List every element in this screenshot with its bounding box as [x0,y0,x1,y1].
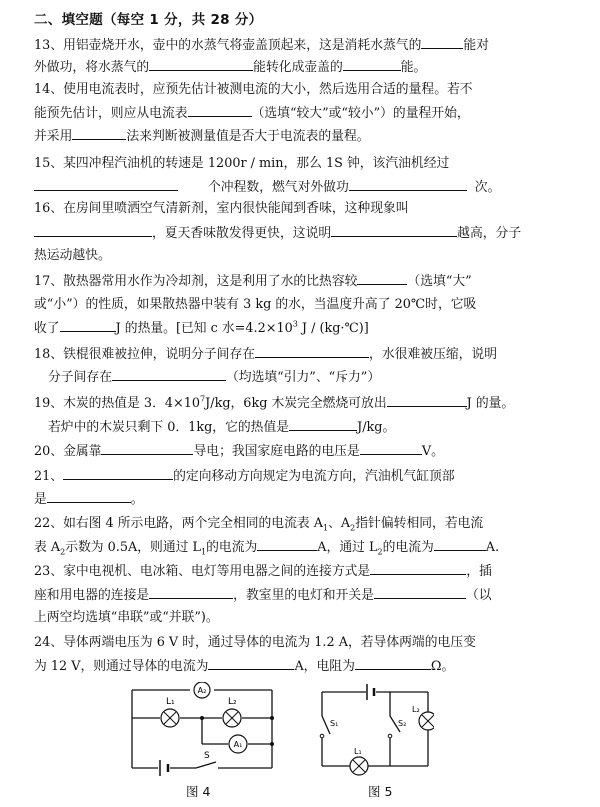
q20-blank-1[interactable] [101,442,193,455]
q21-text: 。 [130,492,144,507]
q16-text: 越高，分子 [457,226,522,241]
q22-blank-2[interactable] [434,538,486,551]
fig4-label-l2: L₂ [228,697,237,707]
q14-text: 能预先估计，则应从电流表 [34,106,188,121]
q22-text: A，通过 L [317,540,378,555]
q22-line-2 [34,538,499,556]
q21-blank-1[interactable] [63,467,173,480]
fig4-label-a2: A₂ [197,686,207,695]
q19-text: J/kg。 [357,420,396,435]
q17-blank-1[interactable] [357,272,407,285]
q14-text: （选填“较大”或“较小”）的量程开始， [251,106,470,121]
q19-text: 19、木炭的热值是 3．4×10 [34,396,201,411]
q20-blank-2[interactable] [360,442,422,455]
q22-line-1 [34,515,483,532]
q22-text: 表 A [34,540,61,555]
q18-line-1 [34,345,497,363]
fig5-caption: 图 5 [368,784,393,799]
q22-text: 示数为 0.5A，则通过 L [65,540,202,555]
q18-text: 18、铁棍很难被拉伸，说明分子间存在 [34,347,256,362]
q15-text: 次。 [474,180,501,195]
q15-blank-2[interactable] [349,178,467,191]
q21-line-2 [34,490,144,508]
q17-line-2: 或“小”）的性质，如果散热器中装有 3 kg 的水，当温度升高了 20℃时，它吸 [34,297,477,312]
q20-line [34,442,444,460]
q14-text: 并采用 [34,129,73,144]
q23-text: （以 [465,588,492,603]
q13-text: 能转化成壶盖的 [253,60,343,75]
q17-text: （选填“大” [407,274,472,289]
q13-text: 能。 [400,60,427,75]
q19-text: 若炉中的木炭只剩下 0．1kg，它的热值是 [48,420,290,435]
q22-blank-1[interactable] [257,538,317,551]
fig4-label-s: S [204,751,210,761]
q22-text: 的电流为 [206,540,258,555]
q24-text: A，电阻为 [294,659,355,674]
section-heading: 二、填空题（每空 1 分，共 28 分） [34,12,263,28]
q19-text: J/kg，6kg 木炭完全燃烧可放出 [205,396,387,411]
q17-text: 17、散热器常用水作为冷却剂，这是利用了水的比热容较 [34,274,358,289]
q16-blank-1[interactable] [34,224,152,237]
q24-line-1: 24、导体两端电压为 6 V 时，通过导体的电流为 1.2 A，若导体两端的电压变 [34,635,476,650]
q24-text: Ω。 [430,659,455,674]
q21-text: 的定向移动方向规定为电流方向，汽油机气缸顶部 [173,469,455,484]
circuit-diagram-fig5 [316,682,434,780]
q16-text: ，夏天香味散发得更快，这说明 [152,226,332,241]
q21-text: 是 [34,492,47,507]
q13-blank-1[interactable] [421,36,463,49]
q21-text: 21、 [34,469,64,484]
q22-text: 指针偏转相同，若电流 [355,516,484,531]
q18-text: （均选填“引力”、“斥力”） [225,370,381,385]
q13-line-1 [34,36,489,54]
q13-line-2 [34,58,426,76]
q13-blank-3[interactable] [343,58,401,71]
q21-blank-2[interactable] [47,490,131,503]
fig5-label-s2: S₂ [398,719,407,728]
q19-line-1 [34,394,514,412]
q19-text: J 的量。 [466,396,515,411]
q23-blank-2[interactable] [149,586,233,599]
q22-text: 、A [328,516,351,531]
q18-blank-1[interactable] [255,345,369,358]
q17-exponent: 3 [292,319,298,329]
q19-exponent: 7 [200,394,206,404]
q23-blank-1[interactable] [370,562,466,575]
q14-line-2 [34,104,470,122]
circuit-diagram-fig4 [118,682,288,780]
q14-line-1: 14、使用电流表时，应预先估计被测电流的大小，然后选用合适的量程。若不 [34,82,473,97]
q22-subscript: 2 [60,547,66,557]
q20-text: 20、金属靠 [34,444,102,459]
q23-line-1 [34,562,492,580]
q17-text: J / (kg·℃)] [297,321,369,336]
q16-blank-2[interactable] [331,224,457,237]
q15-line-2 [34,178,500,196]
q16-line-1: 16、在房间里喷洒空气清新剂，室内很快能闻到香味，这种现象叫 [34,201,409,216]
q17-blank-2[interactable] [60,319,116,332]
q18-line-2 [48,368,380,386]
q23-text: ，插 [466,564,492,579]
q22-text: 22、如右图 4 所示电路，两个完全相同的电流表 A [34,516,324,531]
q24-text: 为 12 V，则通过导体的电流为 [34,659,209,674]
q17-text: 收了 [34,321,60,336]
q19-blank-1[interactable] [387,394,467,407]
q23-line-2 [34,586,492,604]
q16-line-3: 热运动越快。 [34,248,111,263]
fig4-label-l1: L₁ [166,697,175,707]
q17-text: J 的热量。[已知 c 水=4.2×10 [115,321,293,336]
fig5-label-l1: L₁ [354,747,362,756]
q20-text: 导电；我国家庭电路的电压是 [193,444,360,459]
q15-line-1: 15、某四冲程汽油机的转速是 1200r / min，那么 1S 钟，该汽油机经过 [34,156,450,171]
q14-line-3 [34,127,370,145]
q24-line-2 [34,657,454,675]
q17-line-1 [34,272,472,290]
q24-blank-2[interactable] [355,657,431,670]
q22-subscript: 1 [323,523,329,533]
q24-blank-1[interactable] [208,657,294,670]
q15-blank-1[interactable] [34,178,178,191]
q23-line-3: 上两空均选填“串联”或“并联”)。 [34,610,219,625]
fig4-caption: 图 4 [186,784,211,799]
q22-subscript: 1 [201,547,207,557]
q22-text: A. [485,540,500,555]
q18-blank-2[interactable] [112,368,226,381]
q18-text: ，水很难被压缩，说明 [369,347,498,362]
q20-text: V。 [421,444,444,459]
q14-blank-1[interactable] [188,104,252,117]
fig5-label-l2: L₂ [412,705,420,714]
q14-text: 法来判断被测量值是否大于电流表的量程。 [126,129,370,144]
q23-text: 座和用电器的连接是 [34,588,150,603]
q13-text: 外做功，将水蒸气的 [34,60,150,75]
q22-subscript: 2 [350,523,356,533]
q13-blank-2[interactable] [149,58,253,71]
q19-line-2 [48,418,395,436]
q23-blank-3[interactable] [374,586,466,599]
q16-line-2 [34,224,521,242]
q15-text: 个冲程数，燃气对外做功 [208,180,349,195]
q23-text: 23、家中电视机、电冰箱、电灯等用电器之间的连接方式是 [34,564,371,579]
q18-text: 分子间存在 [48,370,112,385]
q23-text: ，教室里的电灯和开关是 [233,588,374,603]
q17-line-3 [34,319,369,337]
q13-text: 13、用铝壶烧开水，壶中的水蒸气将壶盖顶起来，这是消耗水蒸气的 [34,38,422,53]
q19-blank-2[interactable] [289,418,357,431]
q22-subscript: 2 [377,547,383,557]
q21-line-1 [34,467,455,485]
lamp-l2-symbol [419,712,434,730]
q13-text: 能对 [463,38,489,53]
fig5-label-s1: S₁ [330,719,339,728]
fig4-label-a1: A₁ [233,740,243,749]
q14-blank-2[interactable] [72,127,126,140]
q22-text: 的电流为 [382,540,434,555]
